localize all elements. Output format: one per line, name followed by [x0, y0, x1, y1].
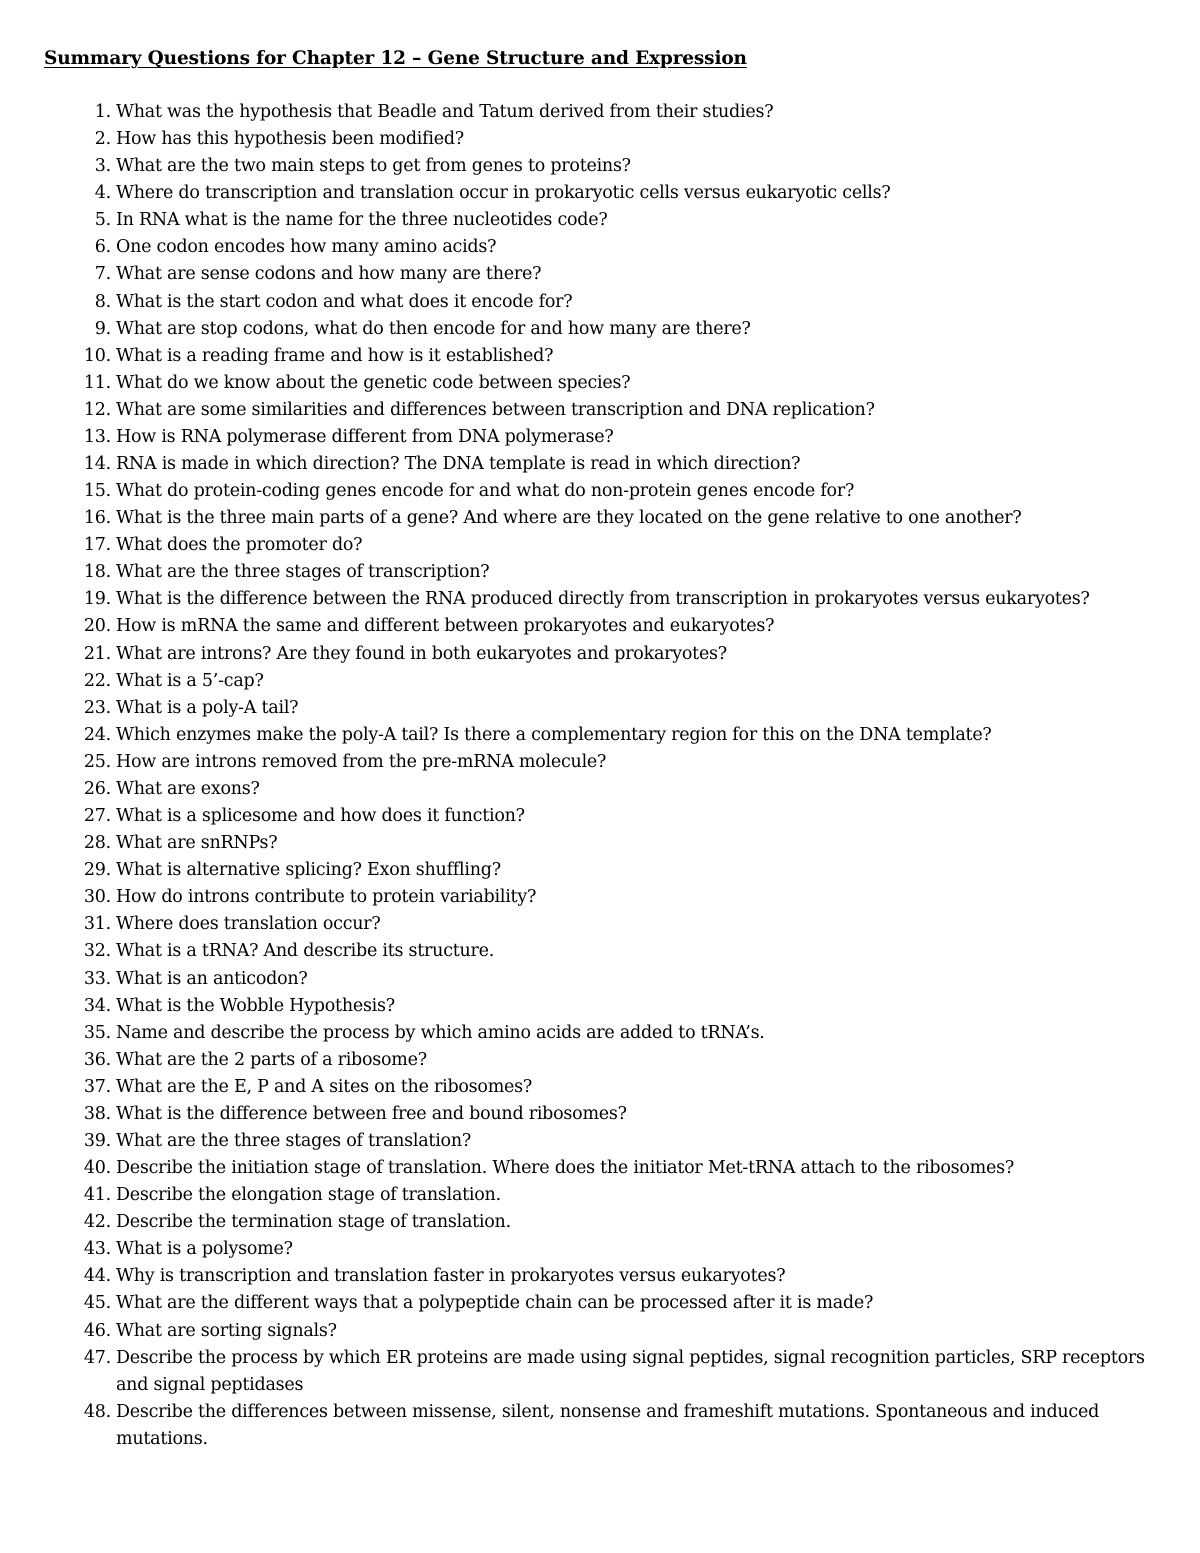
- question-number: 44.: [83, 1266, 111, 1287]
- question-number: 48.: [83, 1401, 111, 1422]
- question-item: [0, 1209, 1160, 1236]
- question-item: [0, 884, 1160, 911]
- question-text: What are the 2 parts of a ribosome?: [116, 1049, 427, 1070]
- question-item: [0, 1074, 1160, 1101]
- question-text: Describe the process by which ER proteins are made using signal peptides, signal recognition particles, SRP receptors and signal peptidases: [116, 1347, 1145, 1395]
- question-number: 19.: [83, 589, 111, 610]
- question-text: Describe the elongation stage of translation.: [116, 1185, 501, 1206]
- question-text: One codon encodes how many amino acids?: [116, 237, 497, 258]
- question-number: 5.: [94, 210, 111, 231]
- question-item: [0, 1290, 1160, 1317]
- question-text: Why is transcription and translation faster in prokaryotes versus eukaryotes?: [116, 1266, 786, 1287]
- question-number: 23.: [83, 697, 111, 718]
- question-number: 1.: [94, 102, 111, 122]
- question-text: What does the promoter do?: [116, 535, 363, 556]
- question-item: [0, 1399, 1160, 1453]
- question-text: Name and describe the process by which amino acids are added to tRNA’s.: [116, 1022, 765, 1043]
- question-text: What are introns? Are they found in both eukaryotes and prokaryotes?: [116, 643, 727, 664]
- question-text: What are some similarities and differences between transcription and DNA replication?: [116, 399, 875, 420]
- question-item: [0, 1020, 1160, 1047]
- question-item: [0, 370, 1160, 397]
- question-item: [0, 668, 1160, 695]
- question-number: 6.: [94, 237, 111, 258]
- question-item: [0, 180, 1160, 207]
- question-item: [0, 722, 1160, 749]
- question-item: [0, 397, 1160, 424]
- question-text: What are sense codons and how many are there?: [116, 264, 542, 285]
- question-item: [0, 1345, 1160, 1399]
- question-number: 22.: [83, 670, 111, 691]
- question-item: [0, 586, 1160, 613]
- question-text: What are snRNPs?: [116, 833, 278, 854]
- question-item: [0, 126, 1160, 153]
- question-number: 36.: [83, 1049, 111, 1070]
- question-number: 27.: [83, 806, 111, 827]
- question-number: 31.: [83, 914, 111, 935]
- question-number: 9.: [94, 318, 111, 339]
- question-item: [0, 559, 1160, 586]
- question-item: [0, 478, 1160, 505]
- question-number: 18.: [83, 562, 111, 583]
- question-number: 10.: [83, 345, 111, 366]
- question-number: 28.: [83, 833, 111, 854]
- question-item: [0, 234, 1160, 261]
- question-number: 29.: [83, 860, 111, 881]
- question-item: [0, 505, 1160, 532]
- question-text: How is RNA polymerase different from DNA polymerase?: [116, 426, 614, 447]
- question-item: [0, 966, 1160, 993]
- question-item: [0, 857, 1160, 884]
- question-item: [0, 776, 1160, 803]
- question-number: 20.: [83, 616, 111, 637]
- question-number: 35.: [83, 1022, 111, 1043]
- question-text: What is alternative splicing? Exon shuffling?: [116, 860, 501, 881]
- question-number: 17.: [83, 535, 111, 556]
- question-item: [0, 938, 1160, 965]
- question-number: 11.: [83, 372, 111, 393]
- question-text: What is a tRNA? And describe its structure.: [116, 941, 495, 962]
- question-number: 14.: [83, 454, 111, 475]
- question-number: 7.: [94, 264, 111, 285]
- question-item: [0, 1047, 1160, 1074]
- question-number: 26.: [83, 778, 111, 799]
- question-number: 2.: [94, 129, 111, 150]
- question-text: What are sorting signals?: [116, 1320, 337, 1341]
- question-item: [0, 1128, 1160, 1155]
- question-item: [0, 424, 1160, 451]
- question-item: [0, 993, 1160, 1020]
- question-text: What is a splicesome and how does it function?: [116, 806, 525, 827]
- question-number: 33.: [83, 968, 111, 989]
- question-text: What do protein-coding genes encode for and what do non-protein genes encode for?: [116, 481, 855, 502]
- question-text: What are exons?: [116, 778, 260, 799]
- question-text: Describe the initiation stage of translation. Where does the initiator Met-tRNA attach to the ribosomes?: [116, 1158, 1014, 1179]
- question-item: [0, 911, 1160, 938]
- question-number: 45.: [83, 1293, 111, 1314]
- question-item: [0, 1101, 1160, 1128]
- question-item: [0, 343, 1160, 370]
- question-text: What do we know about the genetic code between species?: [116, 372, 631, 393]
- question-item: [0, 1155, 1160, 1182]
- question-list: [0, 99, 1200, 1453]
- question-number: 37.: [83, 1076, 111, 1097]
- question-number: 46.: [83, 1320, 111, 1341]
- question-number: 40.: [83, 1158, 111, 1179]
- question-number: 41.: [83, 1185, 111, 1206]
- question-text: What is a reading frame and how is it established?: [116, 345, 554, 366]
- question-item: [0, 803, 1160, 830]
- question-item: [0, 613, 1160, 640]
- question-text: What is the Wobble Hypothesis?: [116, 995, 395, 1016]
- question-text: What are the different ways that a polypeptide chain can be processed after it is made?: [116, 1293, 874, 1314]
- question-text: What are stop codons, what do then encode for and how many are there?: [116, 318, 751, 339]
- question-item: [0, 207, 1160, 234]
- question-text: Describe the differences between missense, silent, nonsense and frameshift mutations. Spontaneous and induced mutations.: [116, 1401, 1100, 1449]
- question-text: What was the hypothesis that Beadle and Tatum derived from their studies?: [116, 102, 774, 122]
- question-item: [0, 451, 1160, 478]
- question-number: 38.: [83, 1103, 111, 1124]
- question-number: 30.: [83, 887, 111, 908]
- question-item: [0, 1182, 1160, 1209]
- question-text: What is a polysome?: [116, 1239, 293, 1260]
- question-item: [0, 695, 1160, 722]
- question-number: 24.: [83, 724, 111, 745]
- question-text: How is mRNA the same and different between prokaryotes and eukaryotes?: [116, 616, 775, 637]
- question-text: What are the E, P and A sites on the ribosomes?: [116, 1076, 533, 1097]
- question-text: What are the three stages of transcription?: [116, 562, 490, 583]
- question-text: What is the start codon and what does it encode for?: [116, 291, 573, 312]
- question-item: [0, 289, 1160, 316]
- question-text: How has this hypothesis been modified?: [116, 129, 464, 150]
- question-text: Where do transcription and translation occur in prokaryotic cells versus eukaryotic cells?: [116, 183, 891, 204]
- question-number: 43.: [83, 1239, 111, 1260]
- question-number: 3.: [94, 156, 111, 177]
- question-number: 25.: [83, 751, 111, 772]
- question-text: What is a 5’-cap?: [116, 670, 264, 691]
- question-number: 12.: [83, 399, 111, 420]
- question-number: 8.: [94, 291, 111, 312]
- question-item: [0, 532, 1160, 559]
- question-number: 42.: [83, 1212, 111, 1233]
- question-number: 34.: [83, 995, 111, 1016]
- page-title: Summary Questions for Chapter 12 – Gene Structure and Expression: [44, 48, 747, 69]
- question-item: [0, 153, 1160, 180]
- question-number: 16.: [83, 508, 111, 529]
- question-number: 32.: [83, 941, 111, 962]
- question-item: [0, 1263, 1160, 1290]
- question-text: What is the difference between the RNA produced directly from transcription in prokaryotes versus eukaryotes?: [116, 589, 1090, 610]
- question-text: RNA is made in which direction? The DNA template is read in which direction?: [116, 454, 801, 475]
- question-item: [0, 641, 1160, 668]
- question-text: Where does translation occur?: [116, 914, 381, 935]
- question-item: [0, 316, 1160, 343]
- question-number: 4.: [94, 183, 111, 204]
- question-item: [0, 1236, 1160, 1263]
- question-item: [0, 99, 1160, 126]
- question-text: What is a poly-A tail?: [116, 697, 299, 718]
- question-item: [0, 749, 1160, 776]
- question-item: [0, 1318, 1160, 1345]
- question-text: What are the two main steps to get from genes to proteins?: [116, 156, 631, 177]
- question-text: How do introns contribute to protein variability?: [116, 887, 537, 908]
- question-number: 13.: [83, 426, 111, 447]
- question-text: What is the three main parts of a gene? And where are they located on the gene relative to one another?: [116, 508, 1022, 529]
- question-number: 15.: [83, 481, 111, 502]
- question-text: What is the difference between free and bound ribosomes?: [116, 1103, 627, 1124]
- question-number: 21.: [83, 643, 111, 664]
- question-text: What are the three stages of translation?: [116, 1130, 471, 1151]
- question-text: Describe the termination stage of translation.: [116, 1212, 511, 1233]
- question-text: How are introns removed from the pre-mRNA molecule?: [116, 751, 607, 772]
- question-text: Which enzymes make the poly-A tail? Is there a complementary region for this on the DNA template?: [116, 724, 992, 745]
- question-number: 47.: [83, 1347, 111, 1368]
- question-text: What is an anticodon?: [116, 968, 308, 989]
- question-item: [0, 830, 1160, 857]
- question-number: 39.: [83, 1130, 111, 1151]
- question-text: In RNA what is the name for the three nucleotides code?: [116, 210, 608, 231]
- question-item: [0, 261, 1160, 288]
